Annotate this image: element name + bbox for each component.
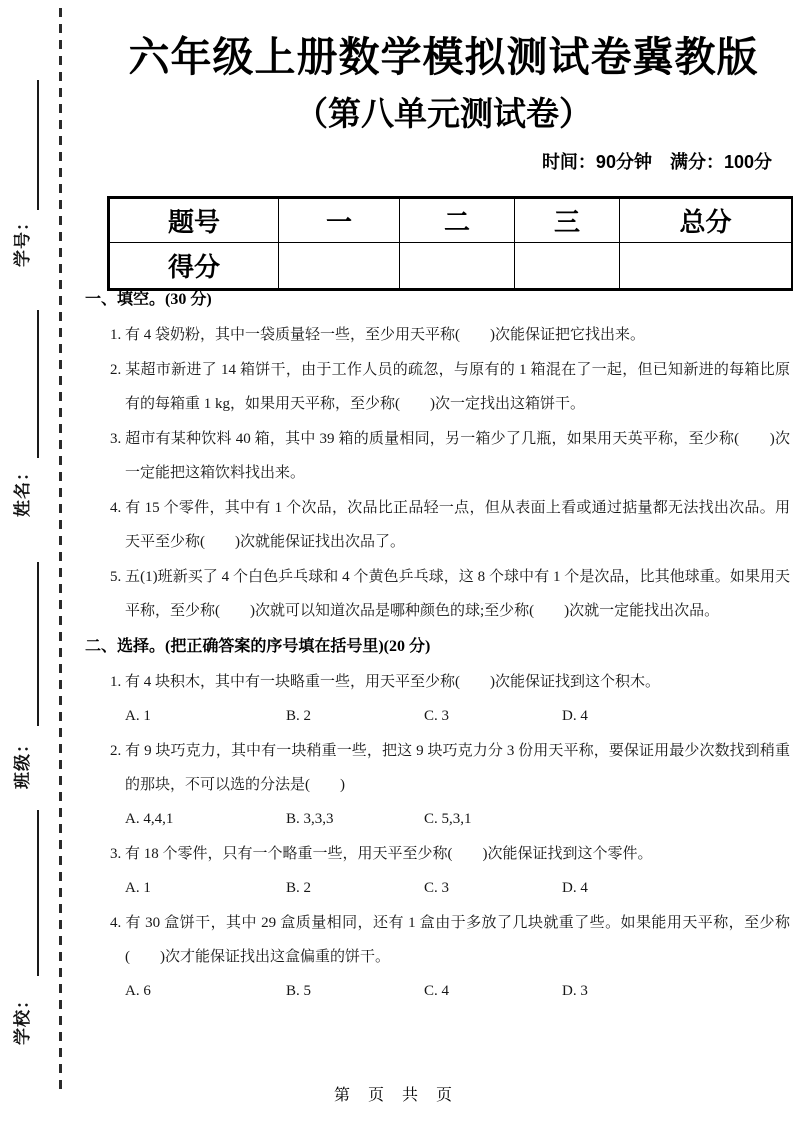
fill-in-question-3: 3. 超市有某种饮料 40 箱，其中 39 箱的质量相同，另一箱少了几瓶，如果用天英平称，至少称( )次一定能把这箱饮料找出来。 (110, 431, 790, 481)
option-d: D. 4 (562, 708, 588, 724)
option-c: C. 3 (424, 880, 450, 896)
score-table-cell-section-two: 二 (400, 198, 515, 243)
fill-in-question-2: 2. 某超市新进了 14 箱饼干，由于工作人员的疏忽，与原有的 1 箱混在了一起，但已知新进的每箱比原有的每箱重 1 kg，如果用天平称，至少称( )次一定找出这箱饼干。 (110, 362, 790, 412)
option-a: A. 1 (125, 880, 151, 896)
fill-in-question-1: 1. 有 4 袋奶粉，其中一袋质量轻一些，至少用天平称( )次能保证把它找出来。 (110, 327, 645, 343)
option-d: D. 3 (562, 983, 588, 999)
class-label: 班级： (13, 735, 32, 789)
choice-question-1-options (125, 699, 790, 733)
choice-question-3: 3. 有 18 个零件，只有一个略重一些，用天平至少称( )次能保证找到这个零件。 (110, 846, 653, 862)
student-name-label: 姓名： (13, 463, 32, 517)
option-a: A. 4,4,1 (125, 811, 174, 827)
paper-header (97, 30, 790, 174)
option-b: B. 5 (286, 983, 312, 999)
score-table-cell-question-number: 题号 (109, 198, 279, 243)
student-number-writing-line (37, 80, 39, 210)
choice-question-1: 1. 有 4 块积木，其中有一块略重一些，用天平至少称( )次能保证找到这个积木。 (110, 674, 660, 690)
section-1-header: 一、填空。(30 分) (85, 291, 212, 308)
section-2-header: 二、选择。(把正确答案的序号填在括号里)(20 分) (85, 638, 431, 655)
option-d: D. 4 (562, 880, 588, 896)
option-a: A. 1 (125, 708, 151, 724)
fill-in-question-5: 5. 五(1)班新买了 4 个白色乒乓球和 4 个黄色乒乓球，这 8 个球中有 1 个是次品，比其他球重。如果用天平称，至少称( )次就可以知道次品是哪种颜色的球;至少称( )次就一定能找出次品。 (110, 569, 790, 619)
choice-question-4: 4. 有 30 盒饼干，其中 29 盒质量相同，还有 1 盒由于多放了几块就重了些。如果能用天平称，至少称( )次才能保证找出这盒偏重的饼干。 (110, 915, 790, 965)
choice-question-3-options (125, 871, 790, 905)
paper-body (85, 283, 790, 1008)
student-name-writing-line (37, 310, 39, 458)
score-table-cell-total: 总分 (620, 198, 793, 243)
choice-question-2: 2. 有 9 块巧克力，其中有一块稍重一些，把这 9 块巧克力分 3 份用天平称，要保证用最少次数找到稍重的那块，不可以选的分法是( ) (110, 743, 790, 793)
option-b: B. 2 (286, 880, 312, 896)
option-c: C. 4 (424, 983, 450, 999)
score-row-label: 得分 (109, 243, 279, 290)
paper-title: 六年级上册数学模拟测试卷冀教版 (128, 34, 759, 80)
page-footer: 第 页 共 页 (333, 1087, 459, 1104)
fill-in-question-4: 4. 有 15 个零件，其中有 1 个次品，次品比正品轻一点，但从表面上看或通过掂量都无法找出次品。用天平至少称( )次就能保证找出次品了。 (110, 500, 790, 550)
option-a: A. 6 (125, 983, 151, 999)
option-c: C. 3 (424, 708, 450, 724)
option-b: B. 3,3,3 (286, 811, 334, 827)
time-and-score-info: 时间：90分钟 满分：100分 (541, 152, 772, 172)
margin-dashed-divider (59, 8, 62, 1092)
choice-question-4-options (125, 974, 790, 1008)
student-number-label: 学号： (13, 213, 32, 267)
school-label: 学校： (13, 991, 32, 1045)
paper-subtitle: （第八单元测试卷） (295, 95, 592, 132)
score-table-header-row (109, 198, 793, 243)
choice-question-2-options (125, 802, 790, 836)
score-table-cell-section-one: 一 (279, 198, 400, 243)
school-writing-line (37, 810, 39, 976)
option-c: C. 5,3,1 (424, 811, 472, 827)
score-table-cell-section-three: 三 (515, 198, 620, 243)
option-b: B. 2 (286, 708, 312, 724)
class-writing-line (37, 562, 39, 726)
score-table (107, 196, 793, 291)
